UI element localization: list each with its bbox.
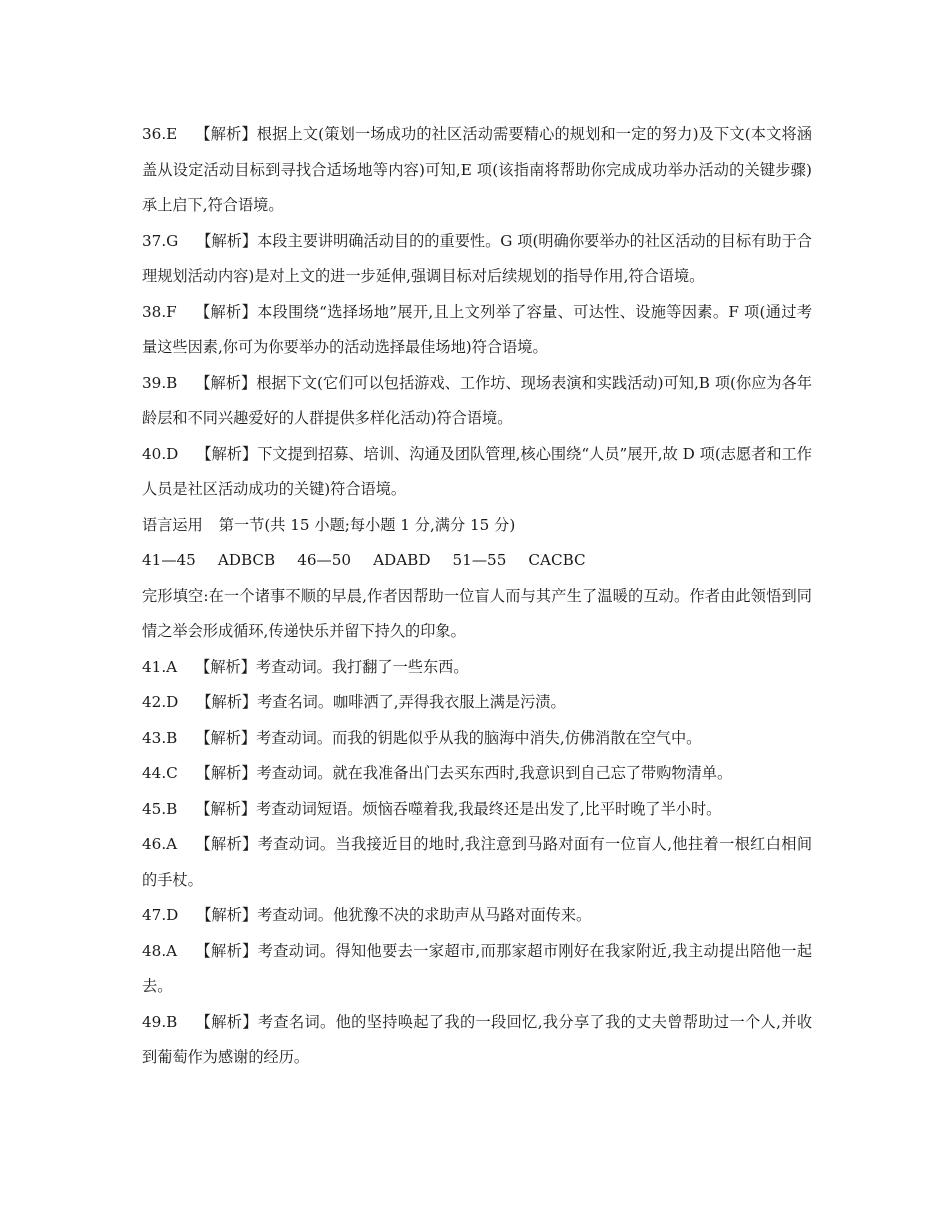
analysis-tag: 【解析】 <box>195 125 257 143</box>
answer-range: 46—50 <box>297 551 352 569</box>
analysis-text: 考查动词。他犹豫不决的求助声从马路对面传来。 <box>257 906 592 924</box>
question-number: 40.D <box>142 444 179 463</box>
section-subtitle: 第一节(共 15 小题;每小题 1 分,满分 15 分) <box>218 515 516 534</box>
answer-range: 41—45 <box>142 551 196 569</box>
analysis-tag: 【解析】 <box>195 799 257 818</box>
analysis-text: 下文提到招募、培训、沟通及团队管理,核心围绕“人员”展开,故 D 项(志愿者和工作人员是社区活动成功的关键)符合语境。 <box>142 444 812 498</box>
analysis-tag: 【解析】 <box>196 906 258 924</box>
question-number: 47.D <box>142 906 179 924</box>
passage-summary: 完形填空:在一个诸事不顺的早晨,作者因帮助一位盲人而与其产生了温暖的互动。作者由此领悟到同情之举会形成循环,传递快乐并留下持久的印象。 <box>142 586 812 640</box>
analysis-text: 考查动词短语。烦恼吞噬着我,我最终还是出发了,比平时晚了半小时。 <box>256 799 722 818</box>
answer-entry-43 <box>142 721 812 757</box>
analysis-tag: 【解析】 <box>195 941 258 960</box>
analysis-text: 考查动词。而我的钥匙似乎从我的脑海中消失,仿佛消散在空气中。 <box>256 728 702 747</box>
question-number: 43.B <box>142 728 178 747</box>
question-number: 45.B <box>142 799 178 818</box>
answer-entry-40 <box>142 437 812 508</box>
question-number: 38.F <box>142 302 177 321</box>
analysis-tag: 【解析】 <box>195 764 257 782</box>
question-number: 36.E <box>142 125 178 143</box>
section-title: 语言运用 <box>142 515 203 534</box>
question-number: 46.A <box>142 835 178 853</box>
question-number: 42.D <box>142 693 179 711</box>
answer-keys: ADBCB <box>217 551 276 569</box>
analysis-tag: 【解析】 <box>196 444 258 463</box>
answer-entry-48 <box>142 934 812 1005</box>
analysis-tag: 【解析】 <box>196 693 258 711</box>
analysis-text: 考查动词。我打翻了一些东西。 <box>255 657 469 676</box>
section-heading <box>142 508 812 544</box>
answer-entry-37 <box>142 224 812 295</box>
analysis-tag: 【解析】 <box>195 835 258 853</box>
analysis-text: 考查动词。就在我准备出门去买东西时,我意识到自己忘了带购物清单。 <box>256 764 733 782</box>
analysis-text: 考查动词。得知他要去一家超市,而那家超市刚好在我家附近,我主动提出陪他一起去。 <box>142 941 813 995</box>
answer-entry-38 <box>142 295 812 366</box>
answer-entry-46 <box>142 827 812 898</box>
answer-entry-45 <box>142 792 812 828</box>
analysis-text: 本段围绕“选择场地”展开,且上文列举了容量、可达性、设施等因素。F 项(通过考量这些因素,你可为你要举办的活动选择最佳场地)符合语境。 <box>142 302 812 356</box>
analysis-tag: 【解析】 <box>195 657 256 676</box>
answer-entry-39 <box>142 366 812 437</box>
answer-entry-42 <box>142 685 812 721</box>
analysis-tag: 【解析】 <box>196 231 258 250</box>
answer-keys: ADABD <box>373 551 431 569</box>
question-number: 48.A <box>142 941 178 960</box>
analysis-text: 考查动词。当我接近目的地时,我注意到马路对面有一位盲人,他拄着一根红白相间的手杖。 <box>142 835 813 889</box>
analysis-text: 考查名词。咖啡洒了,弄得我衣服上满是污渍。 <box>257 693 566 711</box>
analysis-text: 根据上文(策划一场成功的社区活动需要精心的规划和一定的努力)及下文(本文将涵盖从设定活动目标到寻找合适场地等内容)可知,E 项(该指南将帮助你完成成功举办活动的关键步骤)承上启下,符合语境。 <box>142 125 812 214</box>
answer-entry-36 <box>142 117 812 224</box>
answer-entry-41 <box>142 650 812 686</box>
answer-entry-47 <box>142 898 812 934</box>
answer-entry-44 <box>142 756 812 792</box>
analysis-tag: 【解析】 <box>194 302 258 321</box>
document-page <box>142 117 812 1076</box>
question-number: 39.B <box>142 373 178 392</box>
question-number: 41.A <box>142 657 178 676</box>
question-number: 49.B <box>142 1012 178 1031</box>
analysis-tag: 【解析】 <box>195 373 257 392</box>
analysis-tag: 【解析】 <box>195 1012 258 1031</box>
answer-range: 51—55 <box>452 551 507 569</box>
answer-keys: CACBC <box>528 551 586 569</box>
answer-entry-49 <box>142 1005 812 1076</box>
answer-key-line <box>142 543 812 579</box>
analysis-tag: 【解析】 <box>195 728 257 747</box>
analysis-text: 本段主要讲明确活动目的的重要性。G 项(明确你要举办的社区活动的目标有助于合理规划活动内容)是对上文的进一步延伸,强调目标对后续规划的指导作用,符合语境。 <box>142 231 812 285</box>
analysis-text: 考查名词。他的坚持唤起了我的一段回忆,我分享了我的丈夫曾帮助过一个人,并收到葡萄作为感谢的经历。 <box>142 1012 813 1066</box>
question-number: 37.G <box>142 231 179 250</box>
analysis-text: 根据下文(它们可以包括游戏、工作坊、现场表演和实践活动)可知,B 项(你应为各年龄层和不同兴趣爱好的人群提供多样化活动)符合语境。 <box>142 373 813 427</box>
question-number: 44.C <box>142 764 178 782</box>
